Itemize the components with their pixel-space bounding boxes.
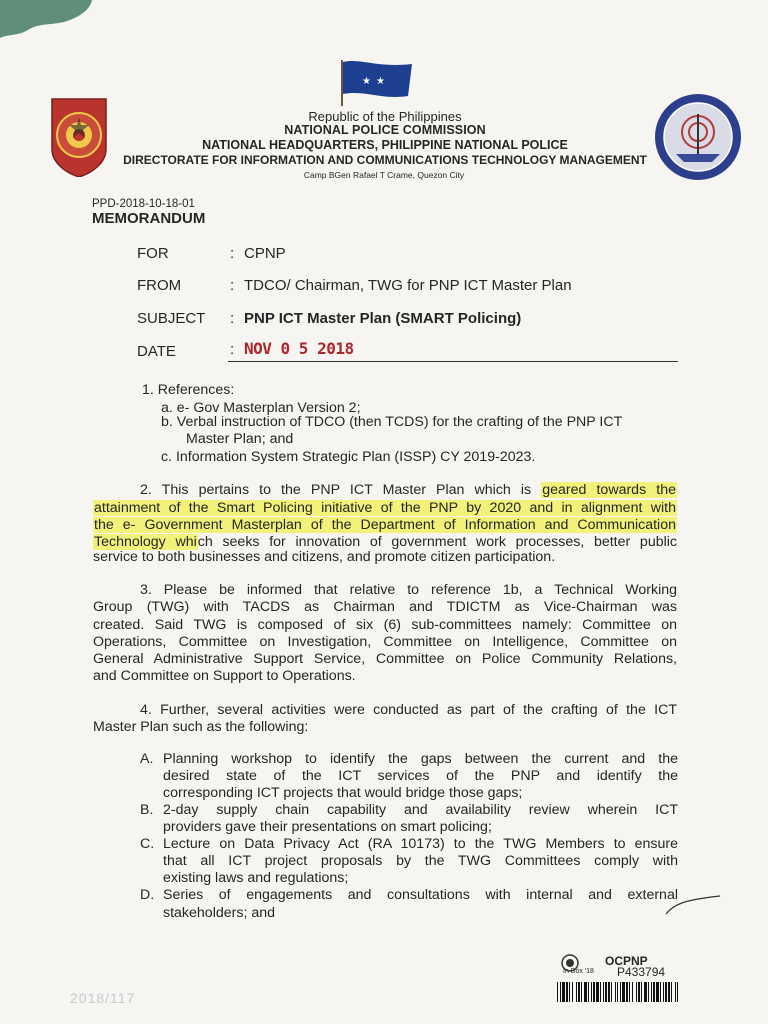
para3-line1: 3. Please be informed that relative to reference 1b, a Technical Working: [140, 582, 677, 598]
dictm-seal-icon: [652, 92, 744, 182]
reference-b-line1: b. Verbal instruction of TDCO (then TCDS) for the crafting of the PNP ICT: [161, 414, 623, 430]
reference-a: a. e- Gov Masterplan Version 2;: [161, 400, 361, 416]
para2-line3: the e- Government Masterplan of the Department of Information and Communication: [94, 517, 676, 533]
para2-line2: attainment of the Smart Policing initiative of the PNP by 2020 and in alignment with: [94, 500, 676, 516]
date-stamp: NOV 0 5 2018: [244, 339, 354, 358]
date-label: DATE: [137, 343, 176, 360]
para3-line5: General Administrative Support Service, Committee on Police Community Relations,: [93, 651, 677, 667]
item-b-line2: providers gave their presentations on smart policing;: [163, 819, 492, 835]
flag-icon: [336, 58, 414, 106]
header-divider: [228, 361, 678, 362]
item-a-line3: corresponding ICT projects that would bridge those gaps;: [163, 785, 523, 801]
references-title: 1. References:: [142, 382, 235, 398]
for-label: FOR: [137, 245, 169, 262]
header-address: Camp BGen Rafael T Crame, Quezon City: [303, 170, 465, 180]
item-b-letter: B.: [140, 802, 154, 818]
stamp-office: OCPNP: [605, 954, 648, 968]
from-label: FROM: [137, 277, 182, 294]
for-value: CPNP: [244, 245, 286, 262]
para3-line4: Operations, Committee on Investigation, Committee on Intelligence, Committee on: [93, 634, 677, 650]
item-c-line1: Lecture on Data Privacy Act (RA 10173) to the TWG Members to ensure: [163, 836, 678, 852]
item-c-line3: existing laws and regulations;: [163, 870, 349, 886]
subject-value: PNP ICT Master Plan (SMART Policing): [244, 310, 522, 327]
item-a-line2: desired state of the ICT services of the PNP and identify the: [163, 768, 678, 784]
date-colon: :: [230, 341, 235, 358]
subject-label: SUBJECT: [137, 310, 206, 327]
header-hq: NATIONAL HEADQUARTERS, PHILIPPINE NATIONAL POLICE: [202, 138, 568, 152]
stamp-number: P433794: [617, 965, 666, 979]
para2-line1: 2. This pertains to the PNP ICT Master Plan which is geared towards the: [140, 482, 676, 498]
item-a-letter: A.: [140, 751, 154, 767]
para3-line3: created. Said TWG is composed of six (6) sub-committees namely: Committee on: [93, 617, 677, 633]
item-c-line2: that all ICT project proposals by the TWG Committees comply with: [163, 853, 678, 869]
reference-number: PPD-2018-10-18-01: [92, 198, 195, 210]
para2-line4: Technology which seeks for innovation of government work processes, better public: [94, 534, 677, 550]
pnp-seal-icon: [48, 93, 110, 177]
stamp-inbox-label: In Box '18: [563, 968, 594, 975]
item-d-letter: D.: [140, 887, 155, 903]
para4-line2: Master Plan such as the following:: [93, 719, 309, 735]
for-colon: :: [230, 245, 235, 262]
from-colon: :: [230, 277, 235, 294]
reference-c: c. Information System Strategic Plan (ISSP) CY 2019-2023.: [161, 449, 536, 465]
from-value: TDCO/ Chairman, TWG for PNP ICT Master Plan: [244, 277, 572, 294]
header-directorate: DIRECTORATE FOR INFORMATION AND COMMUNICATIONS TECHNOLOGY MANAGEMENT: [123, 153, 647, 167]
reference-b-line2: Master Plan; and: [186, 431, 294, 447]
svg-text:★: ★: [376, 76, 385, 87]
header-commission: NATIONAL POLICE COMMISSION: [284, 123, 486, 137]
item-c-letter: C.: [140, 836, 155, 852]
item-a-line1: Planning workshop to identify the gaps between the current and the: [163, 751, 678, 767]
item-b-line1: 2-day supply chain capability and availability review wherein ICT: [163, 802, 678, 818]
barcode: [557, 982, 681, 1002]
header-republic: Republic of the Philippines: [308, 109, 462, 124]
para3-line6: and Committee on Support to Operations.: [93, 668, 356, 684]
subject-colon: :: [230, 310, 235, 327]
faint-document-number: 2018/117: [70, 990, 136, 1006]
item-d-line2: stakeholders; and: [163, 905, 275, 921]
svg-text:★: ★: [362, 76, 371, 87]
item-d-line1: Series of engagements and consultations with internal and external: [163, 887, 678, 903]
corner-stain: [0, 0, 120, 40]
para4-line1: 4. Further, several activities were conducted as part of the crafting of the ICT: [140, 702, 677, 718]
memo-title: MEMORANDUM: [92, 210, 206, 227]
para3-line2: Group (TWG) with TACDS as Chairman and TDICTM as Vice-Chairman was: [93, 599, 677, 615]
para2-line5: service to both businesses and citizens, and promote citizen participation.: [93, 549, 556, 565]
pen-mark: [664, 890, 724, 918]
